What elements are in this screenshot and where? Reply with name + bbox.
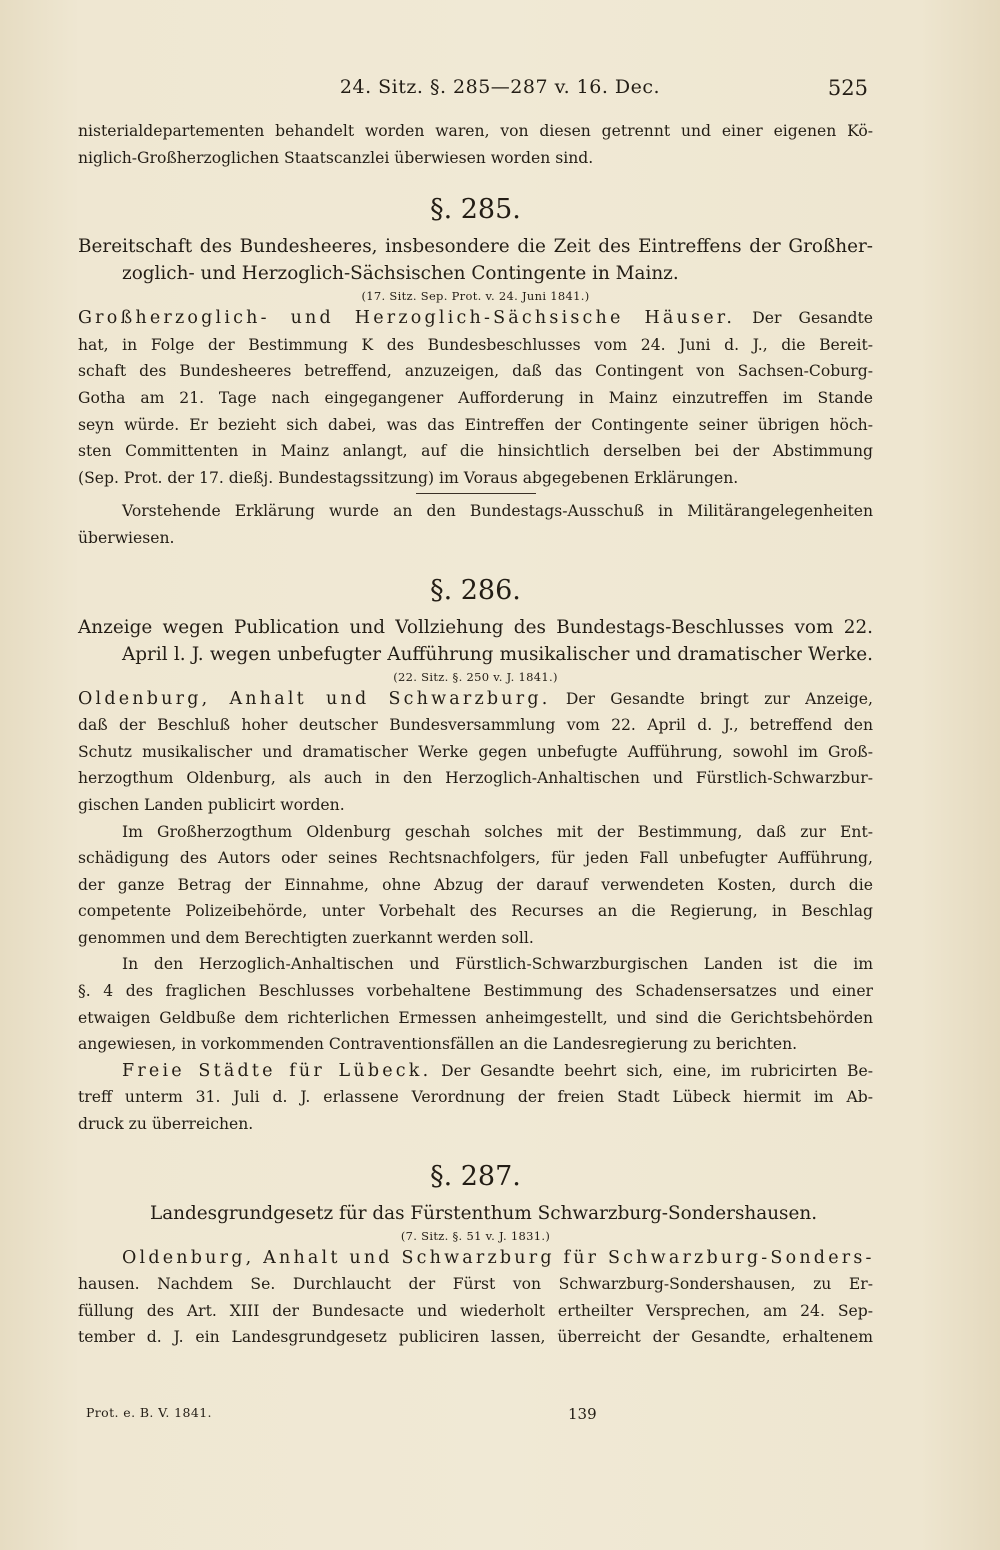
page-footer xyxy=(86,1405,886,1429)
reference-note: (17. Sitz. Sep. Prot. v. 24. Juni 1841.) xyxy=(361,289,590,304)
intro-line: niglich-Großherzoglichen Staatscanzlei überwiesen worden sind. xyxy=(78,148,594,167)
speaker-line-rest: Der Gesandte xyxy=(752,309,874,328)
text-line: competente Polizeibehörde, unter Vorbehalt des Recurses an die Regierung, in Beschlag xyxy=(78,902,873,921)
text-line: füllung des Art. XIII der Bundesacte und wiederholt ertheilter Versprechen, am 24. Sep- xyxy=(78,1301,873,1320)
text-line: druck zu überreichen. xyxy=(78,1115,254,1134)
text-line: treff unterm 31. Juli d. J. erlassene Verordnung der freien Stadt Lübeck hiermit im Ab- xyxy=(78,1088,873,1107)
text-line: hausen. Nachdem Se. Durchlaucht der Fürst von Schwarzburg-Sondershausen, zu Er- xyxy=(78,1275,873,1294)
section-heading-285: §. 285. xyxy=(430,194,521,226)
speaker-line xyxy=(78,305,873,332)
section-title-line: Landesgrundgesetz für das Fürstenthum Schwarzburg-Sondershausen. xyxy=(150,1202,818,1224)
text-line: etwaigen Geldbuße dem richterlichen Ermessen anheimgestellt, und sind die Gerichtsbehörden xyxy=(78,1008,873,1027)
text-line: sten Committenten in Mainz anlangt, auf die hinsichtlich derselben bei der Abstimmung xyxy=(78,442,873,461)
running-head-text: 24. Sitz. §. 285—287 v. 16. Dec. xyxy=(339,76,661,98)
text-line: Schutz musikalischer und dramatischer Werke gegen unbefugte Aufführung, sowohl im Groß- xyxy=(78,742,873,761)
speaker-name: Freie Städte für Lübeck. xyxy=(122,1060,432,1081)
section-heading-286: §. 286. xyxy=(430,574,521,606)
text-line: genommen und dem Berechtigten zuerkannt werden soll. xyxy=(78,928,534,947)
text-line: §. 4 des fraglichen Beschlusses vorbehaltene Bestimmung des Schadensersatzes und einer xyxy=(78,982,873,1001)
text-line: schädigung des Autors oder seines Rechtsnachfolgers, für jeden Fall unbefugter Aufführung, xyxy=(78,849,873,868)
speaker-name: Oldenburg, Anhalt und Schwarzburg. xyxy=(78,688,551,709)
section-title-line: April l. J. wegen unbefugter Aufführung musikalischer und dramatischer Werke. xyxy=(122,643,873,665)
divider-rule xyxy=(416,493,536,494)
running-head xyxy=(0,76,1000,102)
section-title-line: zoglich- und Herzoglich-Sächsischen Contingente in Mainz. xyxy=(122,263,679,285)
section-heading-287: §. 287. xyxy=(430,1160,521,1192)
text-line: der ganze Betrag der Einnahme, ohne Abzug der darauf verwendeten Kosten, durch die xyxy=(78,875,873,894)
speaker-line xyxy=(78,1245,873,1272)
speaker-line xyxy=(78,686,873,713)
section-title-line: Bereitschaft des Bundesheeres, insbesondere die Zeit des Eintreffens der Großher- xyxy=(78,236,873,258)
speaker-line xyxy=(78,1058,873,1085)
intro-line: nisterialdepartementen behandelt worden waren, von diesen getrennt und einer eigenen Kö- xyxy=(78,122,873,140)
text-line: (Sep. Prot. der 17. dießj. Bundestagssitzung) im Voraus abgegebenen Erklärungen. xyxy=(78,468,739,487)
text-line: schaft des Bundesheeres betreffend, anzuzeigen, daß das Contingent von Sachsen-Coburg- xyxy=(78,362,873,381)
reference-note: (7. Sitz. §. 51 v. J. 1831.) xyxy=(400,1228,551,1243)
page-number: 525 xyxy=(827,76,868,100)
note-line: überwiesen. xyxy=(78,528,175,547)
text-line: gischen Landen publicirt worden. xyxy=(78,795,345,814)
text-line: Gotha am 21. Tage nach eingegangener Aufforderung in Mainz einzutreffen im Stande xyxy=(78,388,873,407)
speaker-name: Oldenburg, Anhalt und Schwarzburg für Schwarzburg-Sonders- xyxy=(122,1247,875,1268)
text-line: hat, in Folge der Bestimmung K des Bundesbeschlusses vom 24. Juni d. J., die Bereit- xyxy=(78,335,873,354)
text-line: In den Herzoglich-Anhaltischen und Fürstlich-Schwarzburgischen Landen ist die im xyxy=(122,955,873,974)
text-line: tember d. J. ein Landesgrundgesetz publiciren lassen, überreicht der Gesandte, erhaltenem xyxy=(78,1328,873,1347)
text-line: seyn würde. Er bezieht sich dabei, was das Eintreffen der Contingente seiner übrigen höch- xyxy=(78,415,873,434)
section-title-line: Anzeige wegen Publication und Vollziehung des Bundestags-Beschlusses vom 22. xyxy=(78,616,873,638)
speaker-line-rest: Der Gesandte bringt zur Anzeige, xyxy=(565,689,873,708)
reference-note: (22. Sitz. §. 250 v. J. 1841.) xyxy=(393,669,558,684)
text-line: daß der Beschluß hoher deutscher Bundesversammlung vom 22. April d. J., betreffend den xyxy=(78,716,873,735)
body-text xyxy=(78,118,873,1351)
text-line: Im Großherzogthum Oldenburg geschah solches mit der Bestimmung, daß zur Ent- xyxy=(122,822,873,841)
text-line: herzogthum Oldenburg, als auch in den Herzoglich-Anhaltischen und Fürstlich-Schwarzbur- xyxy=(78,769,873,788)
note-line: Vorstehende Erklärung wurde an den Bundestags-Ausschuß in Militärangelegenheiten xyxy=(122,502,873,521)
footer-protocol-note: Prot. e. B. V. 1841. xyxy=(86,1405,212,1420)
sheet-signature: 139 xyxy=(568,1405,597,1423)
speaker-line-rest: Der Gesandte beehrt sich, eine, im rubricirten Be- xyxy=(441,1061,873,1080)
speaker-name: Großherzoglich- und Herzoglich-Sächsische Häuser. xyxy=(78,308,736,329)
text-line: angewiesen, in vorkommenden Contraventionsfällen an die Landesregierung zu berichten. xyxy=(78,1035,798,1054)
